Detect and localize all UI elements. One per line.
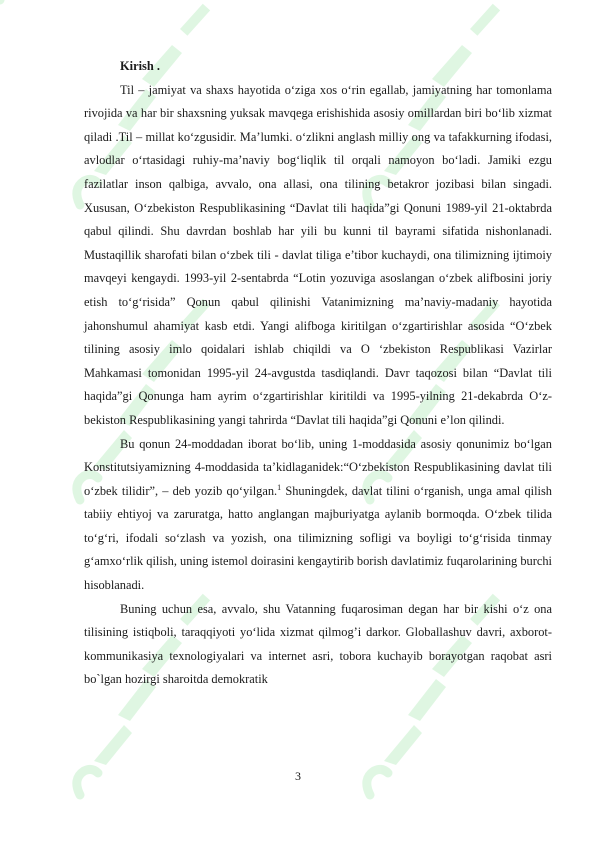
paragraph-2-text: Bu qonun 24-moddadan iborat bo‘lib, uning 1-moddasida asosiy qonunimiz bo‘lgan Konstitutsiyamizning 4-moddasida ta’kidlaganidek:“O‘zbekiston Respublikasining davlat tili o‘zbek tilidir”, – deb yozib qo‘yilgan. <box>84 436 552 498</box>
paragraph-3: Buning uchun esa, avvalo, shu Vatanning fuqarosiman degan har bir kishi o‘z ona tilisining istiqboli, taraqqiyoti yo‘lida xizmat qilmog’i darkor. Globallashuv davri, axborot-kommunikasiya texnologiyalari va internet asri, tobora kuchayib borayotgan raqobat asri bo`lgan hozirgi sharoitda demokratik <box>84 601 552 687</box>
document-body <box>84 55 552 692</box>
paragraph-2-text-after: Shuningdek, davlat tilini o‘rganish, unga amal qilish tabiiy ehtiyoj va zaruratga, hatto anglangan majburiyatga aylanib bormoqda. O‘zbek tilida to‘g‘ri, ifodali so‘zlash va yozish, ona tilimizning sofligi va boyligi to‘g‘risida tinmay g‘amxo‘rlik qilish, uning istemol doirasini kengaytirib borish davlatimiz fuqarolarining burchi hisoblanadi. <box>84 483 553 593</box>
page-number: 3 <box>295 769 301 783</box>
section-heading: Kirish . <box>120 59 160 73</box>
paragraph-1: Til – jamiyat va shaxs hayotida o‘ziga xos o‘rin egallab, jamiyatning har tomonlama rivojida va har bir shaxsning yuksak mavqega erishishida asosiy omillardan biri bo‘lib xizmat qiladi .Til – millat ko‘zgusidir. Ma’lumki. o‘zlikni anglash milliy ong va tafakkurning ifodasi, avlodlar o‘rtasidagi ruhiy-ma’naviy bog‘liqlik til orqali namoyon bo‘ladi. Jamiki ezgu fazilatlar inson qalbiga, avvalo, ona allasi, ona tilining betakror jozibasi bilan singadi. Xususan, O‘zbekiston Respublikasining “Davlat tili haqida”gi Qonuni 1989-yil 21-oktabrda qabul qilindi. Shu davrdan boshlab har yili bu kunni til bayrami sifatida nishonlanadi. Mustaqillik sharofati bilan o‘zbek tili - davlat tiliga e’tibor kuchaydi, ona tilimizning ijtimoiy mavqeyi kengaydi. 1993-yil 2-sentabrda “Lotin yozuviga asoslangan o‘zbek alifbosini joriy etish to‘g‘risida” Qonun qabul qilinishi Vatanimizning ma’naviy-madaniy hayotida jahonshumul ahamiyat kasb etdi. Yangi alifboga kiritilgan o‘zgartirishlar asosida “O‘zbek tilining asosiy imlo qoidalari ishlab chiqildi va O ‘zbekiston Respublikasi Vazirlar Mahkamasi tomonidan 1995-yil 24-avgustda tasdiqlandi. Davr taqozosi bilan “Davlat tili haqida”gi Qonunga ham ayrim o‘zgartirishlar kiritildi va 1995-yilning 21-dekabrda O‘z-bekiston Respublikasining yangi tahrirda “Davlat tili haqida”gi Qonuni e’lon qilindi. <box>84 82 552 427</box>
footnote-marker[interactable]: 1 <box>277 482 282 492</box>
paragraph-2 <box>84 433 552 598</box>
